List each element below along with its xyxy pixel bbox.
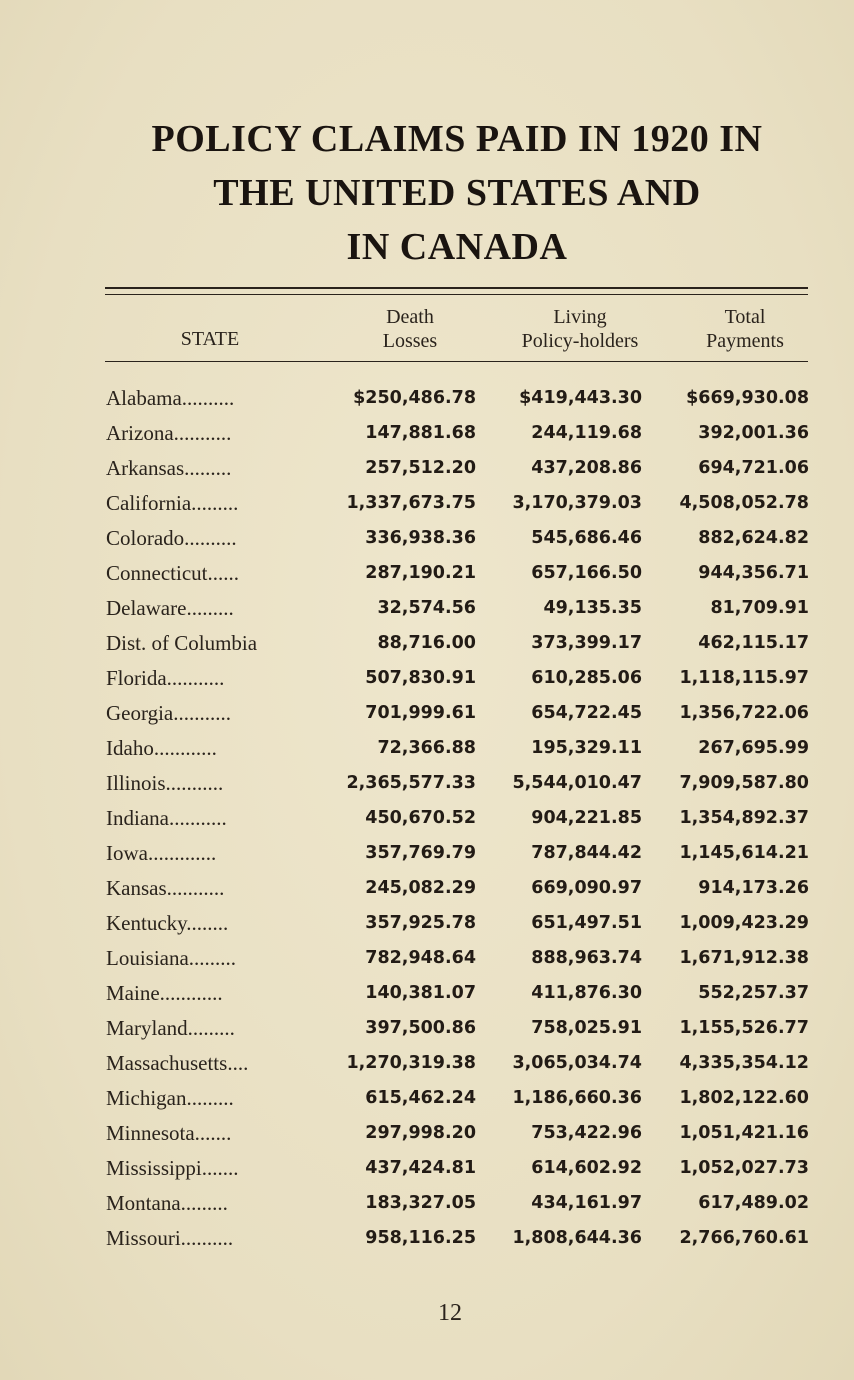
table-row bbox=[0, 836, 854, 871]
total-payments-cell: 1,354,892.37 bbox=[679, 808, 809, 828]
living-policy-holders-cell: 411,876.30 bbox=[531, 983, 642, 1003]
living-policy-holders-cell: $419,443.30 bbox=[519, 388, 642, 408]
table-row bbox=[0, 1116, 854, 1151]
state-cell: Minnesota....... bbox=[106, 1121, 232, 1145]
header-death-line-1: Death bbox=[386, 306, 434, 328]
death-losses-cell: 357,925.78 bbox=[365, 913, 476, 933]
living-policy-holders-cell: 244,119.68 bbox=[531, 423, 642, 443]
total-payments-cell: 1,051,421.16 bbox=[679, 1123, 809, 1143]
table-row bbox=[0, 696, 854, 731]
state-cell: Michigan......... bbox=[106, 1086, 234, 1110]
living-policy-holders-cell: 904,221.85 bbox=[531, 808, 642, 828]
death-losses-cell: 701,999.61 bbox=[365, 703, 476, 723]
table-row bbox=[0, 591, 854, 626]
page-title bbox=[60, 112, 854, 274]
living-policy-holders-cell: 437,208.86 bbox=[531, 458, 642, 478]
table-row bbox=[0, 1046, 854, 1081]
table-row bbox=[0, 871, 854, 906]
table-row bbox=[0, 906, 854, 941]
table-row bbox=[0, 1081, 854, 1116]
total-payments-cell: 617,489.02 bbox=[698, 1193, 809, 1213]
table-row bbox=[0, 486, 854, 521]
header-total-line-2: Payments bbox=[706, 330, 784, 352]
table-row bbox=[0, 556, 854, 591]
state-cell: Connecticut...... bbox=[106, 561, 239, 585]
death-losses-cell: 88,716.00 bbox=[377, 633, 476, 653]
death-losses-cell: 397,500.86 bbox=[365, 1018, 476, 1038]
state-cell: California......... bbox=[106, 491, 239, 515]
state-cell: Dist. of Columbia bbox=[106, 631, 258, 655]
title-line-3: IN CANADA bbox=[346, 226, 568, 268]
total-payments-cell: 694,721.06 bbox=[698, 458, 809, 478]
total-payments-cell: 1,009,423.29 bbox=[679, 913, 809, 933]
living-policy-holders-cell: 3,065,034.74 bbox=[512, 1053, 642, 1073]
header-state: STATE bbox=[180, 328, 240, 350]
state-cell: Massachusetts.... bbox=[106, 1051, 249, 1075]
state-cell: Idaho............ bbox=[106, 736, 217, 760]
table-row bbox=[0, 1151, 854, 1186]
death-losses-cell: 183,327.05 bbox=[365, 1193, 476, 1213]
total-payments-cell: 81,709.91 bbox=[710, 598, 809, 618]
state-cell: Kansas........... bbox=[106, 876, 225, 900]
top-rule-thin bbox=[105, 294, 808, 295]
total-payments-cell: 1,155,526.77 bbox=[679, 1018, 809, 1038]
death-losses-cell: 336,938.36 bbox=[365, 528, 476, 548]
living-policy-holders-cell: 373,399.17 bbox=[531, 633, 642, 653]
death-losses-cell: 2,365,577.33 bbox=[346, 773, 476, 793]
header-living-line-2: Policy-holders bbox=[521, 330, 639, 352]
total-payments-cell: 4,508,052.78 bbox=[679, 493, 809, 513]
death-losses-cell: 287,190.21 bbox=[365, 563, 476, 583]
living-policy-holders-cell: 195,329.11 bbox=[531, 738, 642, 758]
death-losses-cell: 72,366.88 bbox=[377, 738, 476, 758]
table-row bbox=[0, 451, 854, 486]
death-losses-cell: 507,830.91 bbox=[365, 668, 476, 688]
table-row bbox=[0, 626, 854, 661]
death-losses-cell: 437,424.81 bbox=[365, 1158, 476, 1178]
table-row bbox=[0, 976, 854, 1011]
death-losses-cell: 1,270,319.38 bbox=[346, 1053, 476, 1073]
death-losses-cell: 140,381.07 bbox=[365, 983, 476, 1003]
table-row bbox=[0, 1221, 854, 1256]
death-losses-cell: 32,574.56 bbox=[377, 598, 476, 618]
state-cell: Kentucky........ bbox=[106, 911, 229, 935]
table-row bbox=[0, 731, 854, 766]
death-losses-cell: 245,082.29 bbox=[365, 878, 476, 898]
page-number: 12 bbox=[438, 1300, 462, 1326]
state-cell: Georgia........... bbox=[106, 701, 232, 725]
living-policy-holders-cell: 3,170,379.03 bbox=[512, 493, 642, 513]
header-total-payments bbox=[680, 305, 810, 353]
state-cell: Delaware......... bbox=[106, 596, 234, 620]
total-payments-cell: 552,257.37 bbox=[698, 983, 809, 1003]
state-cell: Arkansas......... bbox=[106, 456, 232, 480]
living-policy-holders-cell: 758,025.91 bbox=[531, 1018, 642, 1038]
total-payments-cell: 882,624.82 bbox=[698, 528, 809, 548]
total-payments-cell: 944,356.71 bbox=[698, 563, 809, 583]
total-payments-cell: 1,145,614.21 bbox=[679, 843, 809, 863]
death-losses-cell: $250,486.78 bbox=[353, 388, 476, 408]
death-losses-cell: 782,948.64 bbox=[365, 948, 476, 968]
total-payments-cell: 1,356,722.06 bbox=[679, 703, 809, 723]
state-cell: Montana......... bbox=[106, 1191, 228, 1215]
living-policy-holders-cell: 5,544,010.47 bbox=[512, 773, 642, 793]
header-death-line-2: Losses bbox=[382, 330, 438, 352]
total-payments-cell: 392,001.36 bbox=[698, 423, 809, 443]
state-cell: Maryland......... bbox=[106, 1016, 235, 1040]
death-losses-cell: 297,998.20 bbox=[365, 1123, 476, 1143]
title-line-2: THE UNITED STATES AND bbox=[213, 172, 701, 214]
header-living-policy-holders bbox=[490, 305, 670, 353]
table-row bbox=[0, 1186, 854, 1221]
total-payments-cell: 1,802,122.60 bbox=[679, 1088, 809, 1108]
state-cell: Colorado.......... bbox=[106, 526, 237, 550]
living-policy-holders-cell: 434,161.97 bbox=[531, 1193, 642, 1213]
table-row bbox=[0, 801, 854, 836]
table-row bbox=[0, 661, 854, 696]
living-policy-holders-cell: 610,285.06 bbox=[531, 668, 642, 688]
state-cell: Indiana........... bbox=[106, 806, 227, 830]
header-total-line-1: Total bbox=[724, 306, 766, 328]
state-cell: Alabama.......... bbox=[106, 386, 235, 410]
total-payments-cell: 1,671,912.38 bbox=[679, 948, 809, 968]
state-cell: Illinois........... bbox=[106, 771, 224, 795]
death-losses-cell: 147,881.68 bbox=[365, 423, 476, 443]
living-policy-holders-cell: 651,497.51 bbox=[531, 913, 642, 933]
total-payments-cell: 462,115.17 bbox=[698, 633, 809, 653]
living-policy-holders-cell: 753,422.96 bbox=[531, 1123, 642, 1143]
total-payments-cell: 4,335,354.12 bbox=[679, 1053, 809, 1073]
living-policy-holders-cell: 49,135.35 bbox=[543, 598, 642, 618]
living-policy-holders-cell: 669,090.97 bbox=[531, 878, 642, 898]
death-losses-cell: 357,769.79 bbox=[365, 843, 476, 863]
table-row bbox=[0, 766, 854, 801]
top-rule bbox=[105, 287, 808, 289]
header-rule bbox=[105, 361, 808, 362]
death-losses-cell: 257,512.20 bbox=[365, 458, 476, 478]
state-cell: Mississippi....... bbox=[106, 1156, 239, 1180]
death-losses-cell: 615,462.24 bbox=[365, 1088, 476, 1108]
table-row bbox=[0, 416, 854, 451]
living-policy-holders-cell: 787,844.42 bbox=[531, 843, 642, 863]
table-row bbox=[0, 941, 854, 976]
total-payments-cell: 914,173.26 bbox=[698, 878, 809, 898]
death-losses-cell: 958,116.25 bbox=[365, 1228, 476, 1248]
living-policy-holders-cell: 1,186,660.36 bbox=[512, 1088, 642, 1108]
header-death-losses bbox=[340, 305, 480, 353]
state-cell: Louisiana......... bbox=[106, 946, 237, 970]
living-policy-holders-cell: 1,808,644.36 bbox=[512, 1228, 642, 1248]
total-payments-cell: 1,052,027.73 bbox=[679, 1158, 809, 1178]
state-cell: Florida........... bbox=[106, 666, 225, 690]
state-cell: Missouri.......... bbox=[106, 1226, 234, 1250]
living-policy-holders-cell: 614,602.92 bbox=[531, 1158, 642, 1178]
death-losses-cell: 1,337,673.75 bbox=[346, 493, 476, 513]
living-policy-holders-cell: 657,166.50 bbox=[531, 563, 642, 583]
living-policy-holders-cell: 888,963.74 bbox=[531, 948, 642, 968]
table-row bbox=[0, 1011, 854, 1046]
state-cell: Iowa............. bbox=[106, 841, 217, 865]
total-payments-cell: 1,118,115.97 bbox=[679, 668, 809, 688]
title-line-1: POLICY CLAIMS PAID IN 1920 IN bbox=[151, 118, 763, 160]
living-policy-holders-cell: 545,686.46 bbox=[531, 528, 642, 548]
header-living-line-1: Living bbox=[553, 306, 607, 328]
total-payments-cell: $669,930.08 bbox=[686, 388, 809, 408]
total-payments-cell: 7,909,587.80 bbox=[679, 773, 809, 793]
total-payments-cell: 267,695.99 bbox=[698, 738, 809, 758]
table-row bbox=[0, 381, 854, 416]
death-losses-cell: 450,670.52 bbox=[365, 808, 476, 828]
total-payments-cell: 2,766,760.61 bbox=[679, 1228, 809, 1248]
state-cell: Arizona........... bbox=[106, 421, 232, 445]
table-row bbox=[0, 521, 854, 556]
state-cell: Maine............ bbox=[106, 981, 223, 1005]
living-policy-holders-cell: 654,722.45 bbox=[531, 703, 642, 723]
